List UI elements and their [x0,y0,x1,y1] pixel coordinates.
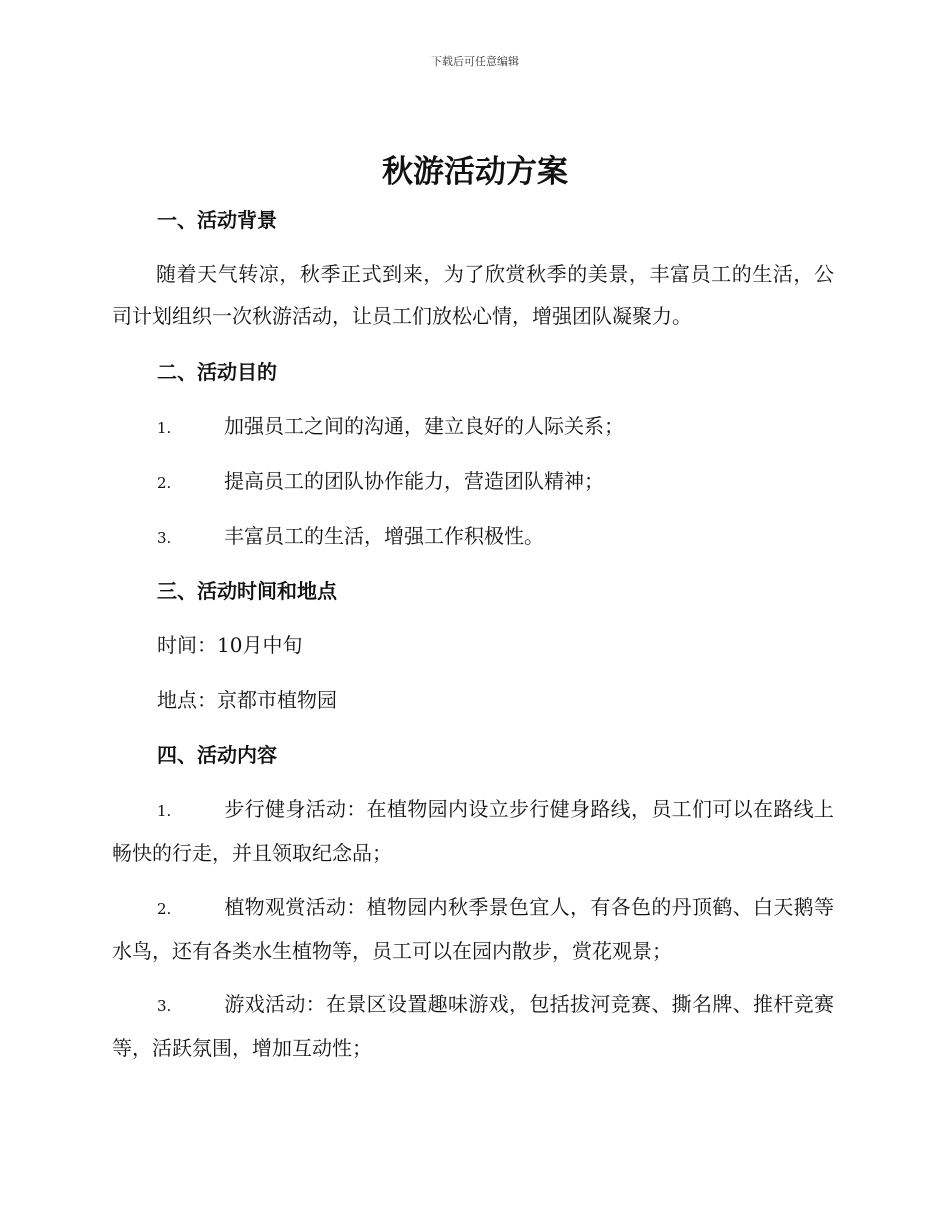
item-text: 加强员工之间的沟通，建立良好的人际关系； [224,414,624,438]
item-text: 丰富员工的生活，增强工作积极性。 [224,524,544,548]
item-text: 游戏活动：在景区设置趣味游戏，包括拔河竞赛、撕名牌、推杆竞赛等，活跃氛围，增加互动性； [112,992,834,1060]
section-heading-background: 一、活动背景 [157,208,277,232]
section-heading-content: 四、活动内容 [157,743,277,767]
item-number: 3. [157,529,172,547]
item-number: 1. [157,802,172,820]
activity-time: 时间：10月中旬 [157,633,303,657]
purpose-item [112,460,834,504]
content-item [112,886,834,972]
content-item [112,788,834,874]
page-header: 下载后可任意编辑 [431,55,519,68]
purpose-item [112,515,834,559]
item-number: 2. [157,474,172,492]
activity-place: 地点：京都市植物园 [157,688,337,712]
item-text: 提高员工的团队协作能力，营造团队精神； [224,469,604,493]
item-number: 2. [157,900,172,918]
section-heading-time-place: 三、活动时间和地点 [157,579,337,603]
section-heading-purpose: 二、活动目的 [157,360,277,384]
purpose-item [112,405,834,449]
item-text: 步行健身活动：在植物园内设立步行健身路线，员工们可以在路线上畅快的行走，并且领取纪念品； [112,797,834,865]
item-text: 植物观赏活动：植物园内秋季景色宜人，有各色的丹顶鹤、白天鹅等水鸟，还有各类水生植物等，员工可以在园内散步，赏花观景； [112,895,834,963]
background-paragraph: 随着天气转凉，秋季正式到来，为了欣赏秋季的美景，丰富员工的生活，公司计划组织一次秋游活动，让员工们放松心情，增强团队凝聚力。 [112,262,834,328]
content-item [112,983,834,1069]
item-number: 1. [157,419,172,437]
item-number: 3. [157,997,172,1015]
document-title: 秋游活动方案 [382,154,568,190]
